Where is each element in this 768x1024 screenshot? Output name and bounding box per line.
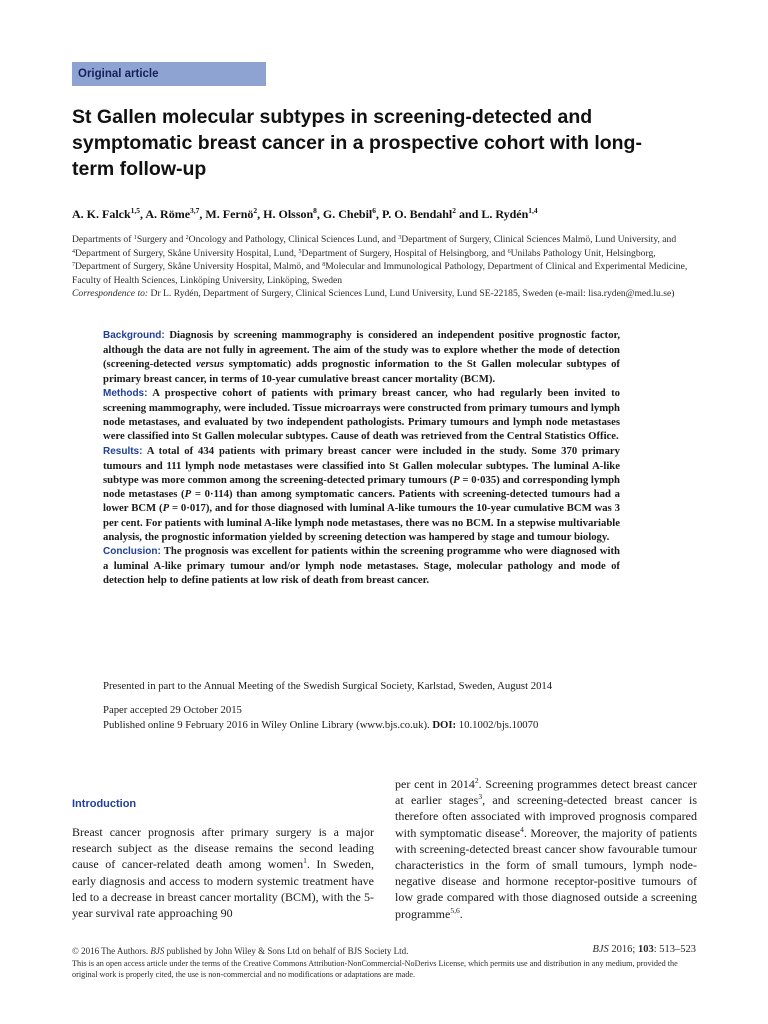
citation-pages: : 513–523 bbox=[653, 944, 696, 955]
author-affiliation-marker: 2 bbox=[452, 206, 457, 215]
affiliation-marker: 7 bbox=[72, 262, 75, 268]
correspondence-text: Dr L. Rydén, Department of Surgery, Clinical Sciences Lund, Lund University, Lund SE-22185, Sweden (e-mail: lisa.ryden@med.lu.se) bbox=[148, 288, 675, 299]
author-separator: , bbox=[316, 207, 323, 221]
author-name: M. Fernö bbox=[205, 207, 254, 221]
author-affiliation-marker: 1,4 bbox=[528, 206, 538, 215]
reference-4[interactable]: 4 bbox=[520, 824, 524, 834]
citation-volume: 103 bbox=[637, 944, 654, 955]
background-text-2: symptomatic) adds prognostic information to the St Gallen molecular subtypes of primary breast cancer, in terms of 10-year cumulative breast cancer mortality (BCM). bbox=[103, 358, 620, 385]
abstract-background bbox=[103, 328, 620, 386]
affiliation-segment: Surgery and bbox=[136, 234, 186, 245]
published-text: Published online 9 February 2016 in Wiley Online Library (www.bjs.co.uk). bbox=[103, 719, 433, 731]
reference-3[interactable]: 3 bbox=[478, 792, 483, 802]
background-emphasis: versus bbox=[196, 358, 224, 371]
affiliation-segment: Department of Surgery, Skåne University Hospital, Lund, bbox=[75, 247, 299, 259]
affiliation-segment: Oncology and Pathology, Clinical Sciences Lund, and bbox=[188, 234, 399, 245]
published-online bbox=[103, 718, 643, 732]
abstract-results bbox=[103, 444, 620, 544]
author-separator: , bbox=[257, 207, 264, 221]
author-affiliation-marker: 2 bbox=[253, 206, 258, 215]
author-name: P. O. Bendahl bbox=[382, 207, 453, 221]
author-separator: and bbox=[456, 207, 482, 221]
abstract-methods bbox=[103, 386, 620, 444]
author-affiliation-marker: 1,5 bbox=[130, 206, 141, 215]
author-name: A. K. Falck bbox=[72, 207, 131, 221]
affiliations bbox=[72, 233, 696, 301]
affiliation-marker: 4 bbox=[72, 248, 75, 255]
conclusion-text: The prognosis was excellent for patients within the screening programme who were diagnosed with a luminal A-like primary tumour and/or lymph node metastases. Stage, molecular pathology and mode of detection help to define patients at low risk of death from breast cancer. bbox=[103, 545, 620, 587]
author-affiliation-marker: 3,7 bbox=[190, 206, 200, 215]
intro-right-text-1: per cent in 2014 bbox=[395, 777, 475, 791]
affiliation-segment: Departments of bbox=[72, 234, 134, 245]
affiliation-segment: Molecular and Immunological Pathology, Department of Clinical and Experimental Medicine, Faculty of Health Sciences, Linköping University, Linköping, Sweden bbox=[72, 261, 688, 286]
affiliation-marker: 1 bbox=[133, 235, 137, 241]
reference-5-6[interactable]: 5,6 bbox=[450, 905, 460, 915]
author-separator: , bbox=[199, 207, 206, 221]
copyright-text-1: © 2016 The Authors. bbox=[72, 946, 151, 956]
affiliation-marker: 2 bbox=[185, 235, 189, 241]
citation-journal: BJS bbox=[592, 944, 609, 955]
results-text-2: = 0·035) and corresponding lymph node metastases ( bbox=[103, 474, 621, 501]
methods-label: Methods: bbox=[103, 387, 148, 399]
doi-value: 10.1002/bjs.10070 bbox=[456, 719, 539, 731]
presented-note: Presented in part to the Annual Meeting of the Swedish Surgical Society, Karlstad, Sweden, August 2014 bbox=[103, 680, 553, 692]
p-symbol: P bbox=[453, 474, 460, 487]
author-name: G. Chebil bbox=[322, 207, 373, 221]
article-type-badge bbox=[72, 62, 266, 86]
author-list bbox=[72, 206, 712, 222]
intro-right-text-4: . Moreover, the majority of patients with screening-detected breast cancer show favourable tumour characteristics in the form of small tumours, lymph node-negative disease and hormone receptor-positive tumours of low grade compared with those diagnosed outside a screening programme bbox=[395, 825, 697, 921]
results-text-3: = 0·114) than among symptomatic cancers. Patients with screening-detected tumours had a lower BCM ( bbox=[103, 488, 620, 515]
author-separator: , bbox=[140, 207, 146, 221]
intro-right-text-2: . Screening programmes detect breast cancer at earlier stages bbox=[395, 777, 697, 808]
reference-1[interactable]: 1 bbox=[303, 856, 307, 866]
affiliation-segment: Department of Surgery, Skåne University Hospital, Malmö, and bbox=[75, 261, 323, 272]
journal-abbrev: BJS bbox=[150, 946, 165, 956]
affiliation-segment: Unilabs Pathology Unit, Helsingborg, bbox=[510, 247, 656, 259]
journal-citation bbox=[592, 943, 696, 957]
author-affiliation-marker: 8 bbox=[313, 206, 317, 215]
affiliation-marker: 3 bbox=[398, 235, 402, 241]
author-affiliation-marker: 6 bbox=[372, 206, 377, 215]
article-type-label: Original article bbox=[78, 68, 159, 80]
introduction-heading: Introduction bbox=[72, 798, 137, 810]
right-column bbox=[395, 776, 697, 922]
affiliation-text bbox=[72, 234, 687, 286]
article-title: St Gallen molecular subtypes in screening-detected and symptomatic breast cancer in a prospective cohort with long-term follow-up bbox=[72, 106, 642, 180]
author-name: H. Olsson bbox=[263, 207, 314, 221]
affiliation-marker: 5 bbox=[298, 248, 302, 255]
intro-left-text-2: . In Sweden, early diagnosis and access to modern systemic treatment have led to a decrease in breast cancer mortality (BCM), with the 5-year survival rate approaching 90 bbox=[72, 857, 374, 921]
paper-accepted: Paper accepted 29 October 2015 bbox=[103, 704, 242, 716]
intro-left-text-1: Breast cancer prognosis after primary surgery is a major research subject as the disease remains the second leading cause of cancer-related death among women bbox=[72, 825, 374, 872]
abstract bbox=[103, 328, 620, 588]
author-name: A. Röme bbox=[145, 207, 191, 221]
background-label: Background: bbox=[103, 330, 165, 341]
citation-year: 2016; bbox=[608, 944, 638, 955]
copyright-line bbox=[72, 945, 408, 957]
author-name: L. Rydén bbox=[481, 207, 529, 221]
doi-label: DOI: bbox=[432, 719, 457, 731]
affiliation-segment: Department of Surgery, Clinical Sciences Malmö, Lund University, and bbox=[401, 234, 677, 245]
author-separator: , bbox=[376, 207, 383, 221]
abstract-conclusion bbox=[103, 544, 620, 588]
correspondence-label: Correspondence to: bbox=[72, 288, 149, 299]
results-text-1: A total of 434 patients with primary breast cancer were included in the study. Some 370 primary tumours and 111 lymph node metastases were classified into St Gallen molecular subtypes. The luminal A-like subtype was more common among the screening-detected primary tumours ( bbox=[103, 444, 620, 487]
results-text-4: = 0·017), and for those diagnosed with luminal A-like tumours the 10-year cumulative BCM was 3 per cent. For patients with luminal A-like lymph node metastases, there was no BCM. In a stepwise multivariable analysis, the prognostic information yielded by screening detection was hampered by stage and tumour biology. bbox=[103, 502, 620, 543]
intro-right-text-3: , and screening-detected breast cancer is therefore often associated with improved prognosis compared with symptomatic disease bbox=[395, 793, 698, 840]
affiliation-marker: 6 bbox=[507, 248, 511, 255]
p-symbol: P bbox=[184, 488, 192, 501]
reference-2[interactable]: 2 bbox=[474, 776, 479, 785]
intro-right-text-5: . bbox=[459, 906, 463, 921]
background-text-1: Diagnosis by screening mammography is considered an independent positive prognostic factor, although the data are not fully in agreement. The aim of the study was to explore whether the mode of detection (screening-detected bbox=[103, 329, 620, 371]
left-column bbox=[72, 824, 374, 921]
licence-text: This is an open access article under the terms of the Creative Commons Attribution-NonCommercial-NoDerivs License, which permits use and distribution in any medium, provided the original work is properly cited, the use is non-commercial and no modifications or adaptations are made. bbox=[72, 959, 678, 979]
affiliation-segment: Department of Surgery, Hospital of Helsingborg, and bbox=[301, 247, 508, 259]
results-label: Results: bbox=[103, 445, 143, 457]
p-symbol: P bbox=[162, 502, 170, 515]
methods-text: A prospective cohort of patients with primary breast cancer, who had regularly been invited to screening mammography, were included. Tissue microarrays were constructed from primary tumours and lymph node metastases, and evaluated by two independent pathologists. Primary tumours and lymph node metastases were classified into St Gallen molecular subtypes. Cause of death was retrieved from the Central Statistics Office. bbox=[103, 386, 620, 443]
affiliation-marker: 8 bbox=[322, 262, 326, 268]
conclusion-label: Conclusion: bbox=[103, 546, 161, 558]
copyright-text-2: published by John Wiley & Sons Ltd on behalf of BJS Society Ltd. bbox=[164, 946, 409, 956]
